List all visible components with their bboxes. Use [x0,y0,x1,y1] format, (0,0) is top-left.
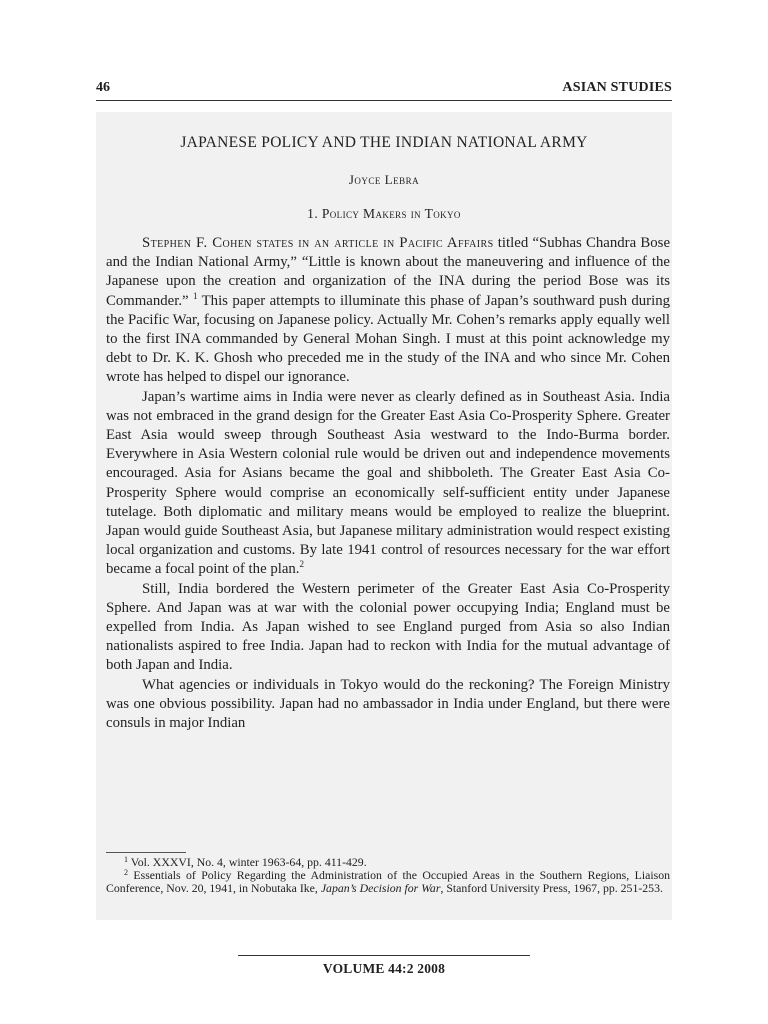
footer-divider [238,955,530,956]
section-heading: 1. Policy Makers in Tokyo [307,206,461,221]
running-header [96,80,672,101]
paragraph-3: Still, India bordered the Western perimeter of the Greater East Asia Co-Prosperity Sphere. And Japan was at war with the colonial power occupying India; England must be expelled from India. As Japan wished to see England purged from Asia so also Indian nationalists aspired to free India. Japan had to reckon with India for the mutual advantage of both Japan and India. [106,580,670,674]
paragraph-4: What agencies or individuals in Tokyo would do the reckoning? The Foreign Ministry was one obvious possibility. Japan had no ambassador in India under England, but there were consuls in major Indian [106,676,670,732]
paragraph-1 [106,234,670,388]
scanned-page [96,112,672,920]
volume-footer: VOLUME 44:2 2008 [322,961,446,976]
footnote-ref-2: 2 [299,559,305,570]
footnote-2-number: 2 [124,868,128,877]
page-number: 46 [96,80,110,95]
footnote-ref-1: 1 [193,290,198,301]
paragraph-2 [106,388,670,580]
journal-title: ASIAN STUDIES [562,80,672,95]
footnote-1-text: Vol. XXXVI, No. 4, winter 1963-64, pp. 411-429. [128,855,367,869]
footnote-2-book-title: Japan’s Decision for War [320,881,441,895]
footnote-divider [106,852,186,853]
footnote-1-number: 1 [124,855,128,864]
author-name: Joyce Lebra [348,172,420,187]
footnotes [106,856,670,895]
paragraph-1-text-b: This paper attempts to illuminate this phase of Japan’s southward push during the Pacific War, focusing on Japanese policy. Actually Mr. Cohen’s remarks apply equally well to the first INA commanded by General Mohan Singh. I must at this point acknowledge my debt to Dr. K. K. Ghosh who preceded me in the study of the INA and who since Mr. Cohen wrote has helped to dispel our ignorance. [106,292,670,386]
article-body [106,234,670,733]
paragraph-lead-in: Stephen F. Cohen states in an article in Pacific Affairs [142,235,494,251]
paragraph-2-text: Japan’s wartime aims in India were never as clearly defined as in Southeast Asia. India was not embraced in the grand design for the Greater East Asia Co-Prosperity Sphere. Greater East Asia would sweep through Southeast Asia westward to the Indo-Burma border. Everywhere in Asia Western colonial rule would be driven out and independence movements encouraged. Asia for Asians became the goal and shibboleth. The Greater East Asia Co-Prosperity Sphere would comprise an economically self-sufficient entity under Japanese tutelage. Both diplomatic and military means would be employed to realize the blueprint. Japan would guide Southeast Asia, but Japanese military administration would respect existing local organization and customs. By late 1941 control of resources necessary for the war effort became a focal point of the plan. [106,388,670,578]
footnote-2-text-a: Essentials of Policy Regarding the Administration of the Occupied Areas in the Southern Regions, Liaison Conference, Nov. 20, 1941, in Nobutaka Ike, [106,868,670,895]
footnote-2-text-b: , Stanford University Press, 1967, pp. 251-253. [440,881,663,895]
footnote-2 [106,869,670,895]
article-title: JAPANESE POLICY AND THE INDIAN NATIONAL ARMY [180,134,588,151]
paragraph-1-text-a: titled “Subhas Chandra Bose and the Indian National Army,” “Little is known about the maneuvering and influence of the Japanese upon the creation and organization of the INA during the period Bose was its Commander.” [106,235,671,309]
